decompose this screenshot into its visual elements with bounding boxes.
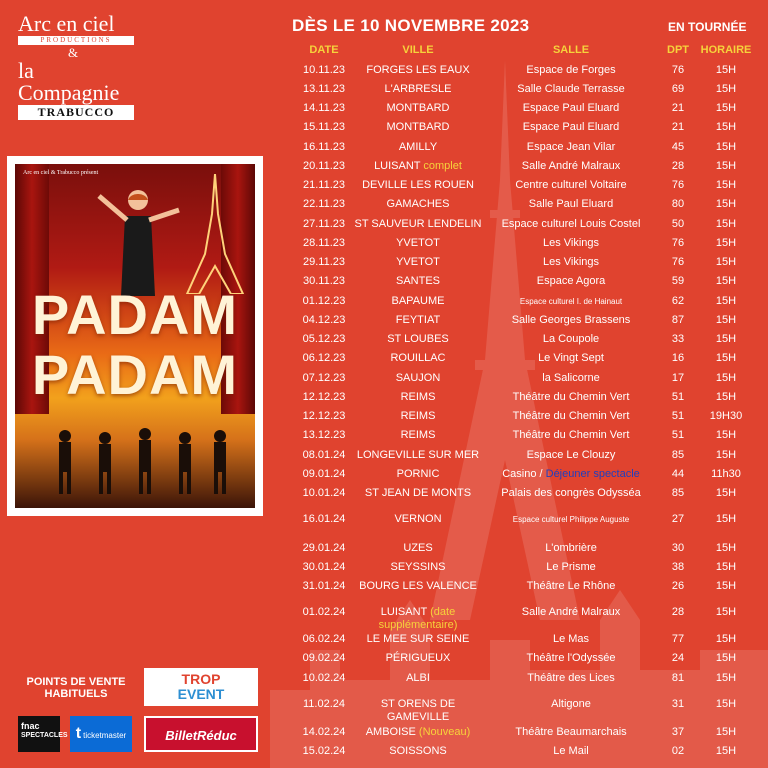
date-cell: 11.02.24 bbox=[302, 698, 345, 710]
salle-name: Centre culturel Voltaire bbox=[515, 179, 627, 191]
salle-name: Théâtre du Chemin Vert bbox=[512, 429, 630, 441]
salle-cell bbox=[486, 487, 656, 500]
ville-cell bbox=[352, 561, 484, 574]
horaire-cell: 15H bbox=[715, 429, 737, 441]
date-cell: 29.11.23 bbox=[302, 256, 345, 268]
salle-cell bbox=[486, 542, 656, 555]
ville-name: MONTBARD bbox=[386, 102, 450, 114]
salle-name: Espace culturel I. de Hainaut bbox=[519, 297, 623, 306]
date-cell: 22.11.23 bbox=[302, 198, 345, 210]
ville-cell bbox=[352, 333, 484, 346]
logo-arc-en-ciel: Arc en ciel bbox=[18, 11, 115, 36]
salle-name: Palais des congrès Odysséa bbox=[501, 487, 641, 499]
salle-cell bbox=[486, 449, 656, 462]
poster-eiffel-tower bbox=[185, 174, 245, 294]
horaire-cell: 15H bbox=[715, 745, 737, 757]
dpt-cell: 21 bbox=[671, 121, 685, 133]
ville-cell bbox=[352, 83, 484, 96]
horaire-cell: 15H bbox=[715, 121, 737, 133]
date-cell: 20.11.23 bbox=[302, 160, 345, 172]
ticketmaster-logo[interactable] bbox=[70, 716, 132, 752]
salle-name: Théâtre des Lices bbox=[527, 672, 615, 684]
ville-cell bbox=[352, 372, 484, 385]
dpt-cell: 38 bbox=[671, 561, 685, 573]
salle-name: Théâtre du Chemin Vert bbox=[512, 410, 630, 422]
date-cell: 05.12.23 bbox=[302, 333, 346, 345]
show-poster bbox=[7, 156, 263, 516]
ville-name: ROUILLAC bbox=[390, 352, 446, 364]
date-cell: 21.11.23 bbox=[302, 179, 345, 191]
horaire-cell: 15H bbox=[715, 179, 737, 191]
dpt-cell: 31 bbox=[671, 698, 685, 710]
salle-note: Déjeuner spectacle bbox=[545, 468, 640, 480]
salle-cell bbox=[486, 314, 656, 327]
dpt-cell: 87 bbox=[671, 314, 685, 326]
horaire-cell: 15H bbox=[715, 198, 737, 210]
fnac-line1: fnac bbox=[21, 721, 40, 731]
ville-name: LONGEVILLE SUR MER bbox=[356, 449, 480, 461]
dpt-cell: 51 bbox=[671, 391, 685, 403]
column-header-dpt: DPT bbox=[667, 44, 689, 56]
salle-cell bbox=[486, 333, 656, 346]
date-cell: 15.11.23 bbox=[302, 121, 345, 133]
ville-name: PORNIC bbox=[396, 468, 440, 480]
dpt-cell: 76 bbox=[671, 179, 685, 191]
date-cell: 06.12.23 bbox=[302, 352, 346, 364]
date-cell: 31.01.24 bbox=[302, 580, 346, 592]
dpt-cell: 76 bbox=[671, 64, 685, 76]
salle-cell bbox=[486, 672, 656, 685]
ville-cell bbox=[352, 141, 484, 154]
ticketmaster-t-icon: t bbox=[75, 725, 82, 742]
horaire-cell: 15H bbox=[715, 237, 737, 249]
salle-name: la Salicorne bbox=[542, 372, 600, 384]
salle-name: La Coupole bbox=[542, 333, 600, 345]
ville-note: (Nouveau) bbox=[418, 726, 471, 738]
ville-note: complet bbox=[423, 160, 462, 172]
ville-cell bbox=[352, 121, 484, 134]
ville-cell bbox=[352, 726, 484, 739]
dpt-cell: 33 bbox=[671, 333, 685, 345]
points-de-vente-title: POINTS DE VENTE HABITUELS bbox=[26, 676, 126, 700]
ville-cell bbox=[352, 218, 484, 231]
ville-cell bbox=[352, 160, 484, 173]
date-cell: 09.02.24 bbox=[302, 652, 346, 664]
dpt-cell: 21 bbox=[671, 102, 685, 114]
salle-name: Espace Le Clouzy bbox=[526, 449, 616, 461]
salle-name: Salle Claude Terrasse bbox=[517, 83, 625, 95]
date-cell: 14.02.24 bbox=[302, 726, 346, 738]
ville-name: LE MEE SUR SEINE bbox=[366, 633, 470, 645]
dpt-cell: 50 bbox=[671, 218, 685, 230]
logo-la-compagnie: la Compagnie bbox=[18, 58, 120, 105]
horaire-cell: 15H bbox=[715, 64, 737, 76]
dpt-cell: 85 bbox=[671, 487, 685, 499]
ville-name: PÉRIGUEUX bbox=[385, 652, 451, 664]
horaire-cell: 19H30 bbox=[709, 410, 743, 422]
salle-cell bbox=[486, 141, 656, 154]
ville-cell bbox=[352, 698, 484, 724]
salle-cell bbox=[486, 561, 656, 574]
salle-name: Salle Georges Brassens bbox=[511, 314, 631, 326]
horaire-cell: 15H bbox=[715, 352, 737, 364]
salle-name: Salle Paul Eluard bbox=[528, 198, 614, 210]
ville-cell bbox=[352, 429, 484, 442]
ville-cell bbox=[352, 314, 484, 327]
horaire-cell: 15H bbox=[715, 141, 737, 153]
date-cell: 28.11.23 bbox=[302, 237, 345, 249]
ville-name: REIMS bbox=[400, 391, 436, 403]
horaire-cell: 15H bbox=[715, 698, 737, 710]
horaire-cell: 15H bbox=[715, 314, 737, 326]
ville-cell bbox=[352, 275, 484, 288]
ville-name: YVETOT bbox=[396, 256, 440, 268]
horaire-cell: 11h30 bbox=[711, 468, 741, 480]
salle-cell bbox=[486, 83, 656, 96]
logo-trabucco: TRABUCCO bbox=[18, 105, 134, 120]
date-cell: 09.01.24 bbox=[302, 468, 346, 480]
horaire-cell: 15H bbox=[715, 372, 737, 384]
salle-name: Altigone bbox=[551, 698, 591, 710]
ville-name: ST ORENS DE GAMEVILLE bbox=[380, 698, 456, 723]
date-cell: 27.11.23 bbox=[302, 218, 345, 230]
dpt-cell: 51 bbox=[671, 410, 685, 422]
salle-name: Espace culturel Philippe Auguste bbox=[512, 515, 630, 524]
horaire-cell: 15H bbox=[715, 487, 737, 499]
salle-name: Salle André Malraux bbox=[521, 606, 621, 618]
salle-name: Espace Agora bbox=[536, 275, 606, 287]
date-cell: 30.01.24 bbox=[302, 561, 346, 573]
date-cell: 07.12.23 bbox=[302, 372, 346, 384]
ville-cell bbox=[352, 487, 484, 500]
salle-cell bbox=[486, 275, 656, 288]
date-cell: 01.02.24 bbox=[302, 606, 346, 618]
salle-cell bbox=[486, 295, 656, 308]
ville-name: REIMS bbox=[400, 429, 436, 441]
dpt-cell: 28 bbox=[671, 606, 685, 618]
horaire-cell: 15H bbox=[715, 295, 737, 307]
ville-cell bbox=[352, 179, 484, 192]
date-cell: 10.02.24 bbox=[302, 672, 346, 684]
salle-name: Théâtre du Chemin Vert bbox=[512, 391, 630, 403]
salle-name: Les Vikings bbox=[542, 256, 600, 268]
fnac-spectacles-logo[interactable] bbox=[18, 716, 68, 752]
dpt-cell: 24 bbox=[671, 652, 685, 664]
date-cell: 16.11.23 bbox=[302, 141, 345, 153]
ville-cell bbox=[352, 513, 484, 526]
date-cell: 04.12.23 bbox=[302, 314, 346, 326]
dpt-cell: 76 bbox=[671, 237, 685, 249]
dpt-cell: 62 bbox=[671, 295, 685, 307]
horaire-cell: 15H bbox=[715, 652, 737, 664]
horaire-cell: 15H bbox=[715, 160, 737, 172]
ville-name: LUISANT bbox=[380, 606, 428, 618]
dpt-cell: 59 bbox=[671, 275, 685, 287]
date-cell: 10.01.24 bbox=[302, 487, 346, 499]
horaire-cell: 15H bbox=[715, 726, 737, 738]
salle-name: Le Mas bbox=[552, 633, 590, 645]
salle-cell bbox=[486, 64, 656, 77]
salle-name: Le Mail bbox=[553, 745, 589, 757]
poster-singer bbox=[93, 186, 183, 296]
ville-name: LUISANT bbox=[374, 160, 421, 172]
ville-cell bbox=[352, 542, 484, 555]
horaire-cell: 15H bbox=[715, 561, 737, 573]
salle-cell bbox=[486, 652, 656, 665]
horaire-cell: 15H bbox=[715, 102, 737, 114]
salle-cell bbox=[486, 698, 656, 711]
salle-name: Le Vingt Sept bbox=[538, 352, 604, 364]
salle-cell bbox=[486, 606, 656, 619]
salle-name: Espace Paul Eluard bbox=[522, 121, 620, 133]
salle-cell bbox=[486, 102, 656, 115]
page-heading: DÈS LE 10 NOVEMBRE 2023 bbox=[292, 16, 530, 35]
salle-name: L'ombrière bbox=[545, 542, 597, 554]
salle-name: Les Vikings bbox=[542, 237, 600, 249]
horaire-cell: 15H bbox=[715, 256, 737, 268]
salle-cell bbox=[486, 372, 656, 385]
salle-cell bbox=[486, 391, 656, 404]
salle-cell bbox=[486, 121, 656, 134]
salle-cell bbox=[486, 726, 656, 739]
ville-cell bbox=[352, 295, 484, 308]
salle-name: Espace Jean Vilar bbox=[526, 141, 616, 153]
ville-name: REIMS bbox=[400, 410, 436, 422]
ville-note: (date supplémentaire) bbox=[378, 606, 458, 631]
ville-name: ST LOUBES bbox=[387, 333, 449, 345]
dpt-cell: 30 bbox=[671, 542, 685, 554]
ville-name: SAUJON bbox=[395, 372, 441, 384]
dpt-cell: 69 bbox=[671, 83, 685, 95]
ticketmaster-label: ticketmaster bbox=[83, 731, 127, 740]
column-header-ville: VILLE bbox=[402, 44, 434, 56]
date-cell: 13.12.23 bbox=[302, 429, 346, 441]
horaire-cell: 15H bbox=[715, 542, 737, 554]
ville-name: VERNON bbox=[394, 513, 442, 525]
ville-name: BOURG LES VALENCE bbox=[359, 580, 477, 592]
dpt-cell: 85 bbox=[671, 449, 685, 461]
ville-cell bbox=[352, 102, 484, 115]
date-cell: 13.11.23 bbox=[302, 83, 345, 95]
billetreduc-logo[interactable]: BilletRéduc bbox=[144, 716, 258, 752]
logo-ampersand: & bbox=[67, 45, 79, 60]
salle-cell bbox=[486, 179, 656, 192]
dpt-cell: 27 bbox=[671, 513, 685, 525]
dpt-cell: 45 bbox=[671, 141, 685, 153]
ville-cell bbox=[352, 64, 484, 77]
ville-name: BAPAUME bbox=[391, 295, 445, 307]
ville-cell bbox=[352, 256, 484, 269]
poster-title-line2: PADAM bbox=[31, 343, 239, 406]
trop-event-line2: EVENT bbox=[177, 686, 225, 702]
date-cell: 29.01.24 bbox=[302, 542, 346, 554]
salle-name: Théâtre l'Odyssée bbox=[526, 652, 616, 664]
salle-name: Salle André Malraux bbox=[521, 160, 621, 172]
poster-title-line1: PADAM bbox=[31, 283, 239, 346]
horaire-cell: 15H bbox=[715, 606, 737, 618]
horaire-cell: 15H bbox=[715, 633, 737, 645]
ville-name: ALBI bbox=[406, 672, 430, 684]
salle-name: Espace de Forges bbox=[526, 64, 616, 76]
horaire-cell: 15H bbox=[715, 391, 737, 403]
salle-cell bbox=[486, 198, 656, 211]
date-cell: 16.01.24 bbox=[302, 513, 346, 525]
ville-name: UZES bbox=[403, 542, 433, 554]
date-cell: 15.02.24 bbox=[302, 745, 346, 757]
horaire-cell: 15H bbox=[715, 672, 737, 684]
column-header-date: DATE bbox=[309, 44, 339, 56]
dpt-cell: 81 bbox=[671, 672, 685, 684]
ville-name: GAMACHES bbox=[386, 198, 450, 210]
ville-name: FORGES LES EAUX bbox=[366, 64, 470, 76]
horaire-cell: 15H bbox=[715, 449, 737, 461]
producer-logo bbox=[18, 12, 136, 120]
column-header-salle: SALLE bbox=[552, 44, 590, 56]
horaire-cell: 15H bbox=[715, 275, 737, 287]
ville-name: AMBOISE bbox=[365, 726, 416, 738]
poster-artwork bbox=[15, 164, 255, 508]
ville-name: MONTBARD bbox=[386, 121, 450, 133]
ville-name: YVETOT bbox=[396, 237, 440, 249]
salle-name: Théâtre Beaumarchais bbox=[515, 726, 627, 738]
ville-cell bbox=[352, 468, 484, 481]
ville-cell bbox=[352, 449, 484, 462]
dpt-cell: 80 bbox=[671, 198, 685, 210]
ville-cell bbox=[352, 672, 484, 685]
dpt-cell: 77 bbox=[671, 633, 685, 645]
date-cell: 12.12.23 bbox=[302, 410, 346, 422]
ville-name: FEYTIAT bbox=[395, 314, 441, 326]
date-cell: 14.11.23 bbox=[302, 102, 345, 114]
salle-cell bbox=[486, 410, 656, 423]
salle-cell bbox=[486, 429, 656, 442]
dpt-cell: 17 bbox=[671, 372, 685, 384]
dpt-cell: 37 bbox=[671, 726, 685, 738]
salle-cell bbox=[486, 352, 656, 365]
ville-name: DEVILLE LES ROUEN bbox=[362, 179, 474, 191]
salle-cell bbox=[486, 256, 656, 269]
salle-cell bbox=[486, 580, 656, 593]
ville-cell bbox=[352, 633, 484, 646]
ville-cell bbox=[352, 606, 484, 632]
ville-cell bbox=[352, 391, 484, 404]
ville-cell bbox=[352, 652, 484, 665]
salle-name: Théâtre Le Rhône bbox=[526, 580, 616, 592]
ville-cell bbox=[352, 198, 484, 211]
column-header-horaire: HORAIRE bbox=[700, 44, 752, 56]
poster-dancers bbox=[45, 426, 235, 496]
trop-event-logo[interactable] bbox=[144, 668, 258, 706]
salle-cell bbox=[486, 745, 656, 758]
trop-event-line1: TROP bbox=[181, 671, 221, 687]
horaire-cell: 15H bbox=[715, 513, 737, 525]
ville-name: SEYSSINS bbox=[390, 561, 446, 573]
ville-name: L'ARBRESLE bbox=[384, 83, 452, 95]
ville-cell bbox=[352, 410, 484, 423]
fnac-line2: SPECTACLES bbox=[21, 732, 68, 739]
dpt-cell: 26 bbox=[671, 580, 685, 592]
dpt-cell: 76 bbox=[671, 256, 685, 268]
date-cell: 01.12.23 bbox=[302, 295, 346, 307]
date-cell: 12.12.23 bbox=[302, 391, 346, 403]
ville-name: AMILLY bbox=[398, 141, 438, 153]
salle-name: Espace Paul Eluard bbox=[522, 102, 620, 114]
dpt-cell: 16 bbox=[671, 352, 685, 364]
salle-cell bbox=[486, 468, 656, 481]
ville-name: ST JEAN DE MONTS bbox=[364, 487, 472, 499]
horaire-cell: 15H bbox=[715, 83, 737, 95]
horaire-cell: 15H bbox=[715, 580, 737, 592]
dpt-cell: 28 bbox=[671, 160, 685, 172]
dpt-cell: 51 bbox=[671, 429, 685, 441]
dpt-cell: 44 bbox=[671, 468, 685, 480]
logo-productions: PRODUCTIONS bbox=[18, 36, 134, 45]
salle-cell bbox=[486, 160, 656, 173]
ville-cell bbox=[352, 237, 484, 250]
horaire-cell: 15H bbox=[715, 333, 737, 345]
ville-name: ST SAUVEUR LENDELIN bbox=[354, 218, 482, 230]
salle-name: Espace culturel Louis Costel bbox=[501, 218, 641, 230]
date-cell: 06.02.24 bbox=[302, 633, 346, 645]
poster-credit: Arc en ciel & Trabucco présent bbox=[23, 170, 99, 176]
ville-cell bbox=[352, 580, 484, 593]
date-cell: 30.11.23 bbox=[302, 275, 345, 287]
date-cell: 10.11.23 bbox=[302, 64, 345, 76]
salle-cell bbox=[486, 513, 656, 526]
ville-name: SANTES bbox=[395, 275, 440, 287]
horaire-cell: 15H bbox=[715, 218, 737, 230]
ville-name: SOISSONS bbox=[389, 745, 447, 757]
ville-cell bbox=[352, 745, 484, 758]
salle-name: Casino / bbox=[502, 468, 546, 480]
salle-name: Le Prisme bbox=[546, 561, 596, 573]
date-cell: 08.01.24 bbox=[302, 449, 346, 461]
salle-cell bbox=[486, 633, 656, 646]
ville-cell bbox=[352, 352, 484, 365]
salle-cell bbox=[486, 237, 656, 250]
dpt-cell: 02 bbox=[671, 745, 685, 757]
salle-cell bbox=[486, 218, 656, 231]
tour-label: EN TOURNÉE bbox=[668, 20, 747, 34]
